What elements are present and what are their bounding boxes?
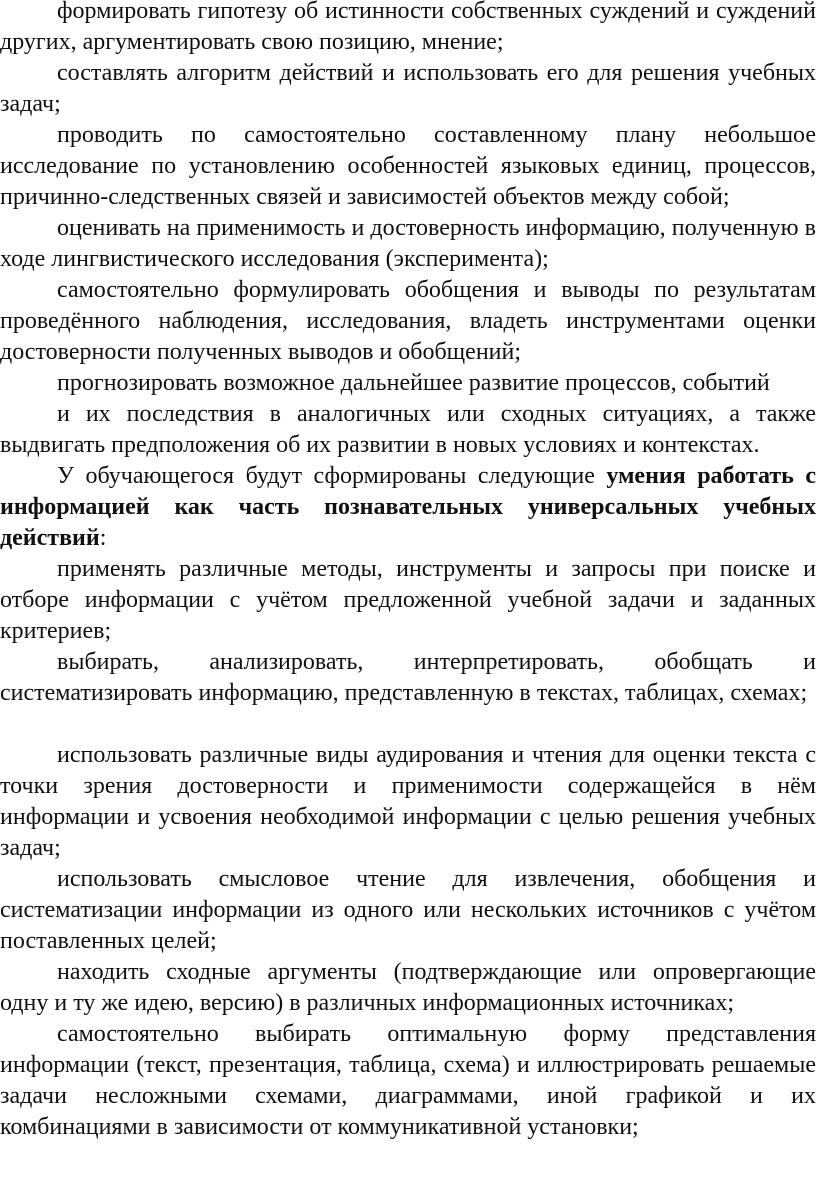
skills-intro-colon: :: [99, 525, 107, 551]
paragraph-arguments: находить сходные аргументы (подтверждающие или опровергающие одну и ту же идею, версию) в различных информационных источниках;: [0, 959, 816, 1016]
skills-intro-bold: умения работать с информацией как часть познавательных универсальных учебных действий: [0, 463, 816, 551]
paragraph-skills-intro: [0, 461, 816, 554]
paragraph-generalize: самостоятельно формулировать обобщения и выводы по результатам проведённого наблюдения, исследования, владеть инструментами оценки достоверности полученных выводов и обобщений;: [0, 277, 816, 365]
paragraph-evaluate: оценивать на применимость и достоверность информацию, полученную в ходе лингвистического исследования (эксперимента);: [0, 215, 816, 272]
paragraph-analyze: выбирать, анализировать, интерпретировать, обобщать и систематизировать информацию, представленную в текстах, таблицах, схемах;: [0, 649, 816, 706]
paragraph-representation: самостоятельно выбирать оптимальную форму представления информации (текст, презентация, таблица, схема) и иллюстрировать решаемые задачи несложными схемами, диаграммами, иной графикой и их комбинациями в зависимости от коммуникативной установки;: [0, 1021, 816, 1140]
paragraph-hypothesis: формировать гипотезу об истинности собственных суждений и суждений других, аргументировать свою позицию, мнение;: [0, 0, 816, 55]
paragraph-research: проводить по самостоятельно составленному плану небольшое исследование по установлению особенностей языковых единиц, процессов, причинно-следственных связей и зависимостей объектов между собой;: [0, 122, 816, 210]
paragraph-listening-reading: использовать различные виды аудирования и чтения для оценки текста с точки зрения достоверности и применимости содержащейся в нём информации и усвоения необходимой информации с целью решения учебных задач;: [0, 742, 816, 861]
paragraph-consequences: и их последствия в аналогичных или сходных ситуациях, а также выдвигать предположения об их развитии в новых условиях и контекстах.: [0, 401, 816, 458]
paragraph-methods: применять различные методы, инструменты и запросы при поиске и отборе информации с учётом предложенной учебной задачи и заданных критериев;: [0, 556, 816, 644]
paragraph-forecast: прогнозировать возможное дальнейшее развитие процессов, событий: [57, 370, 770, 396]
paragraph-algorithm: составлять алгоритм действий и использовать его для решения учебных задач;: [0, 60, 816, 117]
skills-intro-text: У обучающегося будут сформированы следующие: [57, 463, 607, 489]
paragraph-semantic-reading: использовать смысловое чтение для извлечения, обобщения и систематизации информации из одного или нескольких источников с учётом поставленных целей;: [0, 866, 816, 954]
